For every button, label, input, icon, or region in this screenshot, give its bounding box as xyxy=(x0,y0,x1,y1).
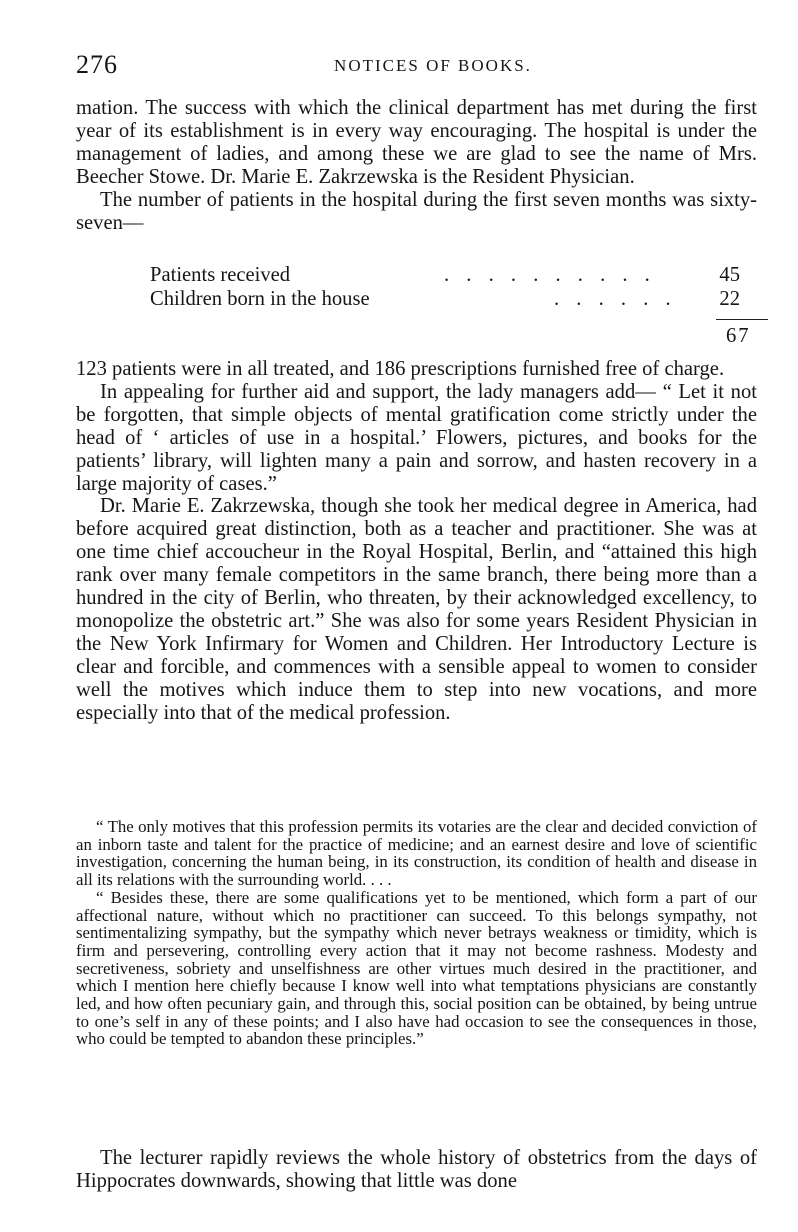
paragraph-appeal: In appealing for further aid and support, the lady managers add— “ Let it not be forgotten, that simple objects of mental gratification come strictly under the head of ‘ articles of use in a hospital.’ Flowers, pictures, and books for the patients’ library, will lighten many a pain and sorrow, and hasten recovery in a large majority of cases.” xyxy=(76,380,757,495)
paragraph-lecturer-review: The lecturer rapidly reviews the whole history of obstetrics from the days of Hippocrates downwards, showing that little was done xyxy=(76,1147,757,1192)
quote-motives: “ The only motives that this profession permits its votaries are the clear and decided conviction of an inborn taste and talent for the practice of medicine; and an earnest desire and love of scientific investigation, concerning the human being, in its construction, its condition of health and disease in all its relations with the surrounding world. . . . xyxy=(76,817,757,890)
paragraph-treated-prescriptions: 123 patients were in all treated, and 186 prescriptions furnished free of charge. xyxy=(76,358,725,380)
table-row xyxy=(150,264,770,287)
leader-dots: . . . . . . xyxy=(554,288,677,310)
body-middle xyxy=(76,358,757,725)
block-quote xyxy=(76,818,757,1048)
sum-rule xyxy=(716,319,768,320)
row-label: Patients received xyxy=(150,264,291,286)
quote-qualifications: “ Besides these, there are some qualifications yet to be mentioned, which form a part of our affectional nature, without which no practitioner can succeed. To this belongs sympathy, not sentimentalizing sympathy, but the sympathy which never betrays weakness or timidity, which is firm and persevering, controlling every action that it may not become rashness. Modesty and secretiveness, sobriety and unselfishness are other virtues much desired in the practitioner, and which I mention here chiefly because I know well into what temptations physicians are constantly led, and how often pecuniary gain, and through this, social position can be obtained, by being untrue to one’s self in any of these points; and I also have had occasion to see the consequences in those, who could be tempted to abandon these principles.” xyxy=(76,887,757,1049)
body-bottom xyxy=(76,1147,757,1193)
row-label: Children born in the house xyxy=(150,288,370,310)
page-number: 276 xyxy=(76,50,118,79)
running-head: NOTICES OF BOOKS. xyxy=(334,56,532,75)
table-total: 67 xyxy=(726,325,751,347)
patients-table xyxy=(76,264,757,346)
row-value: 45 xyxy=(719,264,740,286)
paragraph-zakrzewska: Dr. Marie E. Zakrzewska, though she took her medical degree in America, had before acquired great distinction, both as a teacher and practitioner. She was at one time chief accoucheur in the Royal Hospital, Berlin, and “attained this high rank over many female competitors in the same branch, there being more than a hundred in the city of Berlin, who threaten, by their acknowledged excellency, to monopolize the obstetric art.” She was also for some years Resident Physician in the New York Infirmary for Women and Children. Her Introductory Lecture is clear and forcible, and commences with a sensible appeal to women to consider well the motives which induce them to step into new vocations, and more especially into that of the medical profession. xyxy=(76,495,757,724)
table-row xyxy=(150,288,770,311)
leader-dots: . . . . . . . . . . xyxy=(444,264,656,286)
page-header xyxy=(76,50,756,84)
row-value: 22 xyxy=(719,288,740,310)
paragraph-patient-count-intro: The number of patients in the hospital during the first seven months was sixty-seven— xyxy=(76,188,757,234)
paragraph-hospital-management: mation. The success with which the clinical department has met during the first year of its establishment is in every way encouraging. The hospital is under the management of ladies, and among these we are glad to see the name of Mrs. Beecher Stowe. Dr. Marie E. Zakrzewska is the Resident Physician. xyxy=(76,97,757,188)
body-top xyxy=(76,97,757,234)
